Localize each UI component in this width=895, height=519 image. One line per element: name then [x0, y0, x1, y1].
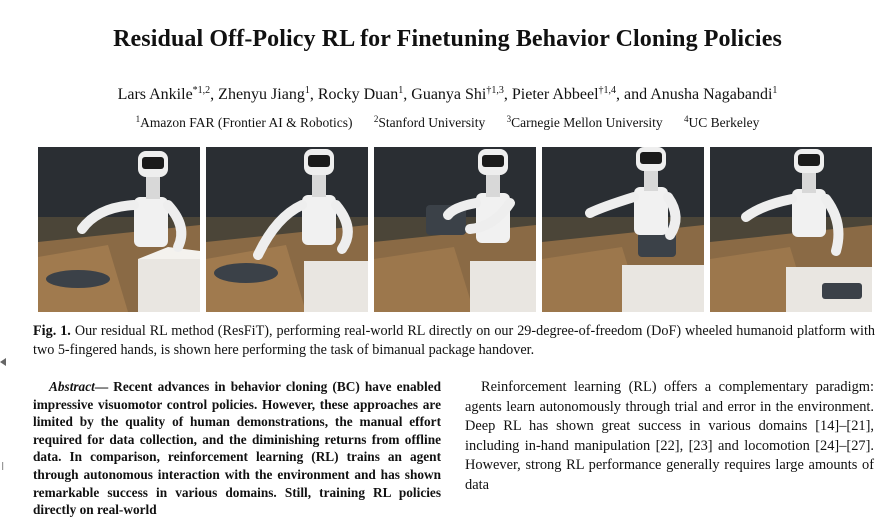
affiliation-sup: 2: [373, 114, 379, 124]
author-separator: ,: [403, 86, 412, 103]
affiliation-name: Stanford University: [378, 115, 486, 130]
affiliation-name: Carnegie Mellon University: [511, 115, 663, 130]
author-name: Lars Ankile: [117, 86, 193, 103]
affiliation-name: Amazon FAR (Frontier AI & Robotics): [140, 115, 353, 130]
author-affil-sup: †1,3: [486, 85, 504, 96]
robot-photo-frame-4: [542, 147, 704, 312]
affiliation: [507, 115, 663, 130]
affiliation-list: [0, 115, 895, 131]
robot-photo-frame-3: [374, 147, 536, 312]
margin-marker-icon: [0, 358, 6, 366]
author-name: Pieter Abbeel: [511, 86, 599, 103]
author-list: [0, 86, 895, 104]
affiliation-sup: 3: [506, 114, 512, 124]
figure-label: Fig. 1.: [33, 323, 71, 339]
robot-photo-frame-2: [206, 147, 368, 312]
affiliation: [684, 115, 759, 130]
abstract-label: Abstract: [49, 379, 95, 394]
author-separator: ,: [210, 86, 219, 103]
author-separator: ,: [309, 86, 318, 103]
affiliation-sup: 4: [683, 114, 689, 124]
author-name: Guanya Shi: [411, 86, 487, 103]
affiliation: [374, 115, 485, 130]
affiliation-name: UC Berkeley: [688, 115, 760, 130]
abstract-dash: —: [94, 379, 109, 394]
author-affil-sup: *1,2: [192, 85, 211, 96]
author-separator: , and: [616, 86, 651, 103]
author-affil-sup: †1,4: [598, 85, 617, 96]
figure-caption: [33, 322, 875, 360]
affiliation: [136, 115, 353, 130]
abstract: [33, 378, 441, 519]
robot-photo-frame-5: [710, 147, 872, 312]
affiliation-sup: 1: [135, 114, 141, 124]
margin-tick-icon: [0, 462, 6, 470]
abstract-text: Recent advances in behavior cloning (BC) have enabled impressive visuomotor control policies. However, these approaches are limited by the quality of human demonstrations, the manual effort required for data collection, and the diminishing returns from offline data. In comparison, reinforcement learning (RL) trains an agent through autonomous interaction with the environment and has shown remarkable success in various domains. Still, training RL policies directly on real-world: [33, 379, 442, 518]
robot-photo-frame-1: [38, 147, 200, 312]
author-name: Zhenyu Jiang: [218, 86, 305, 103]
author-affil-sup: 1: [772, 85, 778, 96]
introduction-text: Reinforcement learning (RL) offers a complementary paradigm: agents learn autonomously through trial and error in the environment. Deep RL has shown great success in various domains [14]–[21], including in-hand manipulation [22], [23] and locomotion [24]–[27]. However, strong RL performance generally requires large amounts of data: [465, 379, 874, 493]
author-name: Rocky Duan: [317, 86, 399, 103]
author-name: Anusha Nagabandi: [650, 86, 773, 103]
figure-photo-strip: [38, 147, 873, 312]
author-separator: ,: [503, 86, 512, 103]
introduction-paragraph: [465, 378, 874, 495]
figure-caption-text: Our residual RL method (ResFiT), performing real-world RL directly on our 29-degree-of-freedom (DoF) wheeled humanoid platform with two 5-fingered hands, is shown here performing the task of bimanual package handover.: [33, 323, 876, 358]
paper-title: Residual Off-Policy RL for Finetuning Behavior Cloning Policies: [113, 26, 782, 52]
author-affil-sup: 1: [304, 85, 310, 96]
author-affil-sup: 1: [398, 85, 404, 96]
